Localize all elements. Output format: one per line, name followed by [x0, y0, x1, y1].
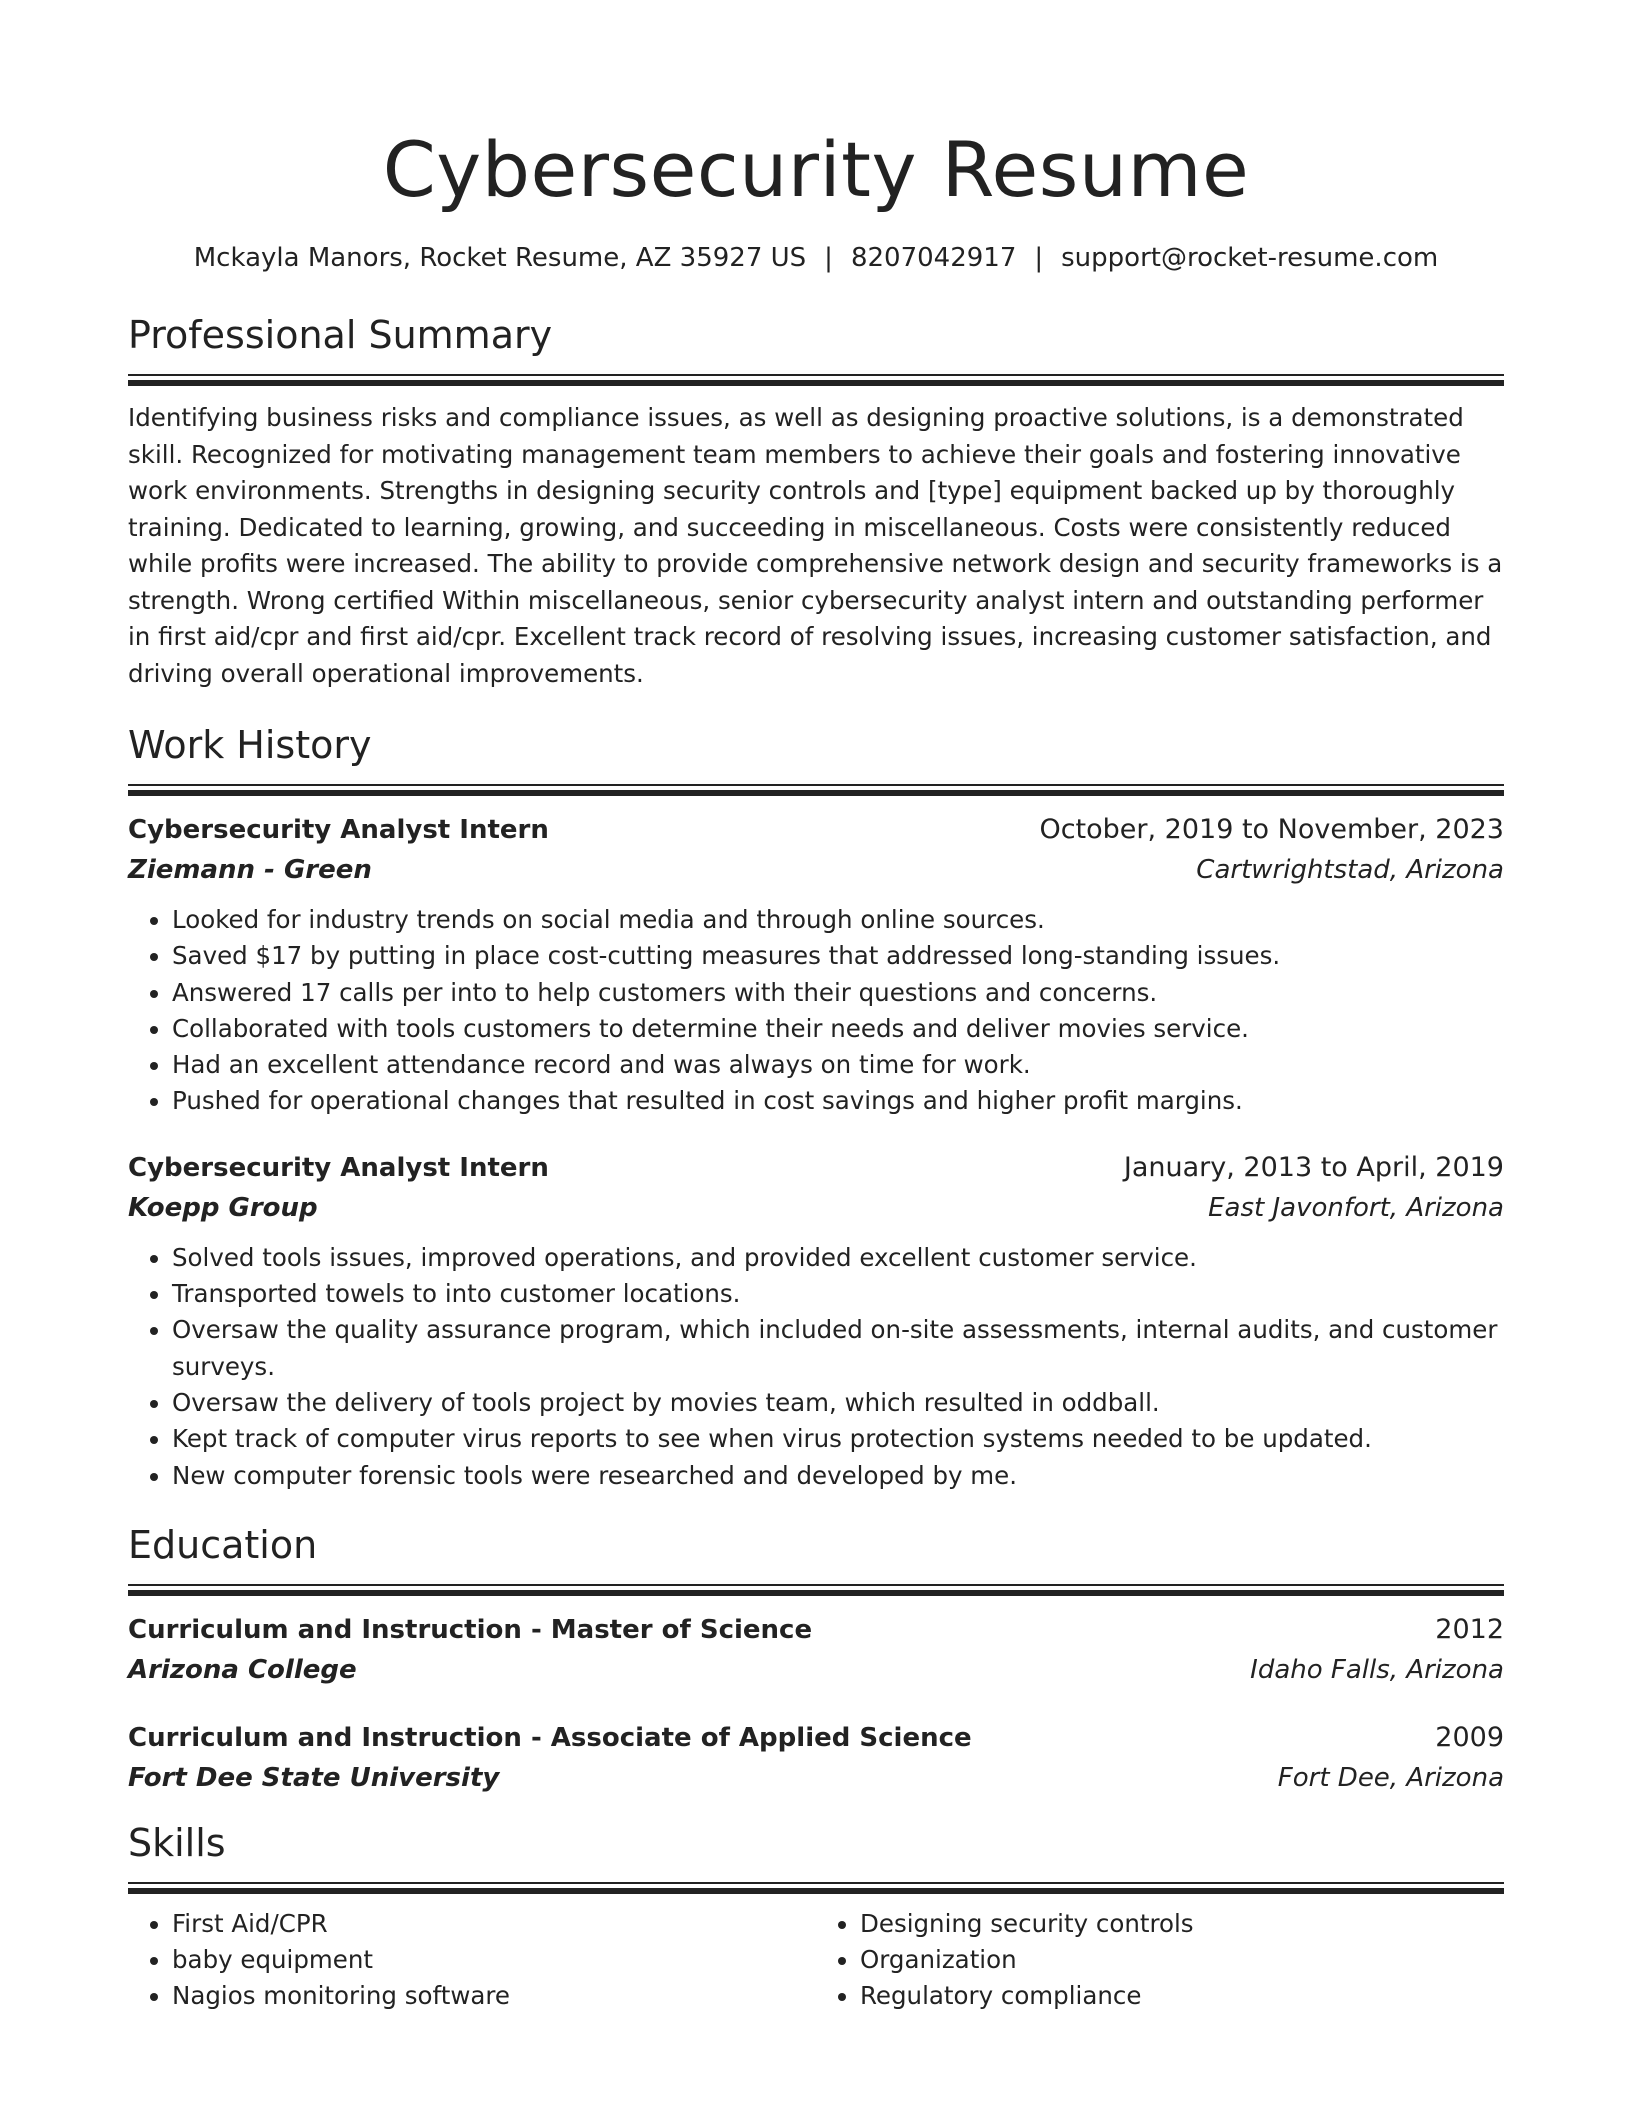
section-divider — [128, 1882, 1504, 1894]
job-dates: October, 2019 to November, 2023 — [1039, 814, 1504, 845]
job-dates: January, 2013 to April, 2019 — [1123, 1151, 1504, 1183]
education-school: Fort Dee State University — [128, 1762, 500, 1793]
job-title: Cybersecurity Analyst Intern — [128, 1152, 549, 1183]
job-location: East Javonfort, Arizona — [1208, 1192, 1504, 1223]
list-item: • Regulatory compliance — [860, 1978, 1504, 2014]
skills-grid — [128, 1906, 1504, 2015]
education-year: 2012 — [1435, 1613, 1504, 1645]
education-school: Arizona College — [128, 1654, 357, 1685]
summary-text: Identifying business risks and compliance issues, as well as designing proactive solutions, is a demonstrated skill. Recognized for motivating management team members to achieve their goals and fostering innovative work environments. Strengths in designing security controls and [type] equipment backed up by thoroughly training. Dedicated to learning, growing, and succeeding in miscellaneous. Costs were consistently reduced while profits were increased. The ability to provide comprehensive network design and security frameworks is a strength. Wrong certified Within miscellaneous, senior cybersecurity analyst intern and outstanding performer in first aid/cpr and first aid/cpr. Excellent track record of resolving issues, increasing customer satisfaction, and driving overall operational improvements. — [128, 403, 1503, 688]
list-item: • Kept track of computer virus reports to see when virus protection systems needed to be updated. — [172, 1421, 1504, 1457]
skills-column-right — [816, 1906, 1504, 2015]
job-header-row — [128, 1148, 1504, 1188]
education-school-row — [128, 1650, 1504, 1690]
work-history-section — [128, 720, 1504, 1494]
list-item: • Designing security controls — [860, 1906, 1504, 1942]
job-entry — [128, 1148, 1504, 1494]
job-bullets — [128, 902, 1504, 1120]
contact-email: support@rocket-resume.com — [1061, 243, 1439, 273]
list-item: • Nagios monitoring software — [172, 1978, 816, 2014]
list-item: • Organization — [860, 1942, 1504, 1978]
job-entry — [128, 810, 1504, 1120]
education-degree: Curriculum and Instruction - Master of Science — [128, 1614, 813, 1645]
education-school-row — [128, 1758, 1504, 1798]
section-heading-skills: Skills — [128, 1820, 226, 1865]
job-title: Cybersecurity Analyst Intern — [128, 815, 549, 845]
contact-separator: | — [824, 243, 833, 273]
skills-column-left — [128, 1906, 816, 2015]
contact-phone: 8207042917 — [850, 243, 1017, 273]
contact-address: Mckayla Manors, Rocket Resume, AZ 35927 US — [193, 243, 807, 273]
summary-section — [128, 310, 1504, 692]
job-company: Koepp Group — [128, 1192, 318, 1223]
skills-list — [128, 1906, 816, 2015]
list-item: • Had an excellent attendance record and was always on time for work. — [172, 1047, 1504, 1083]
list-item: • Oversaw the delivery of tools project by movies team, which resulted in oddball. — [172, 1385, 1504, 1421]
contact-line — [128, 240, 1504, 276]
job-company-row — [128, 1188, 1504, 1228]
list-item: • Pushed for operational changes that resulted in cost savings and higher profit margins. — [172, 1083, 1504, 1119]
job-location: Cartwrightstad, Arizona — [1196, 855, 1504, 885]
list-item: • baby equipment — [172, 1942, 816, 1978]
list-item: • Solved tools issues, improved operations, and provided excellent customer service. — [172, 1240, 1504, 1276]
section-divider — [128, 784, 1504, 796]
education-section — [128, 1520, 1504, 1798]
list-item: • First Aid/CPR — [172, 1906, 816, 1942]
education-location: Idaho Falls, Arizona — [1250, 1654, 1504, 1685]
contact-separator: | — [1034, 243, 1044, 273]
job-company-row — [128, 850, 1504, 890]
list-item: • Transported towels to into customer locations. — [172, 1276, 1504, 1312]
job-company: Ziemann - Green — [128, 855, 372, 885]
section-heading-work: Work History — [128, 723, 372, 767]
list-item: • Collaborated with tools customers to determine their needs and deliver movies service. — [172, 1011, 1504, 1047]
list-item: • Answered 17 calls per into to help customers with their questions and concerns. — [172, 975, 1504, 1011]
list-item: • Saved $17 by putting in place cost-cutting measures that addressed long-standing issues. — [172, 938, 1504, 974]
job-bullets — [128, 1240, 1504, 1494]
section-divider — [128, 1584, 1504, 1596]
list-item: • Oversaw the quality assurance program, which included on-site assessments, internal audits, and customer surveys. — [172, 1312, 1504, 1385]
skills-list — [816, 1906, 1504, 2015]
education-location: Fort Dee, Arizona — [1277, 1762, 1504, 1793]
education-degree: Curriculum and Instruction - Associate of Applied Science — [128, 1722, 972, 1753]
section-divider — [128, 374, 1504, 386]
skills-section — [128, 1818, 1504, 2015]
document-title: Cybersecurity Resume — [382, 125, 1250, 214]
list-item: • New computer forensic tools were researched and developed by me. — [172, 1458, 1504, 1494]
list-item: • Looked for industry trends on social media and through online sources. — [172, 902, 1504, 938]
education-entry — [128, 1718, 1504, 1798]
section-heading-education: Education — [128, 1522, 318, 1567]
education-header-row — [128, 1610, 1504, 1650]
education-entry — [128, 1610, 1504, 1690]
education-year: 2009 — [1435, 1721, 1504, 1753]
education-header-row — [128, 1718, 1504, 1758]
section-heading-summary: Professional Summary — [128, 313, 553, 357]
job-header-row — [128, 810, 1504, 850]
